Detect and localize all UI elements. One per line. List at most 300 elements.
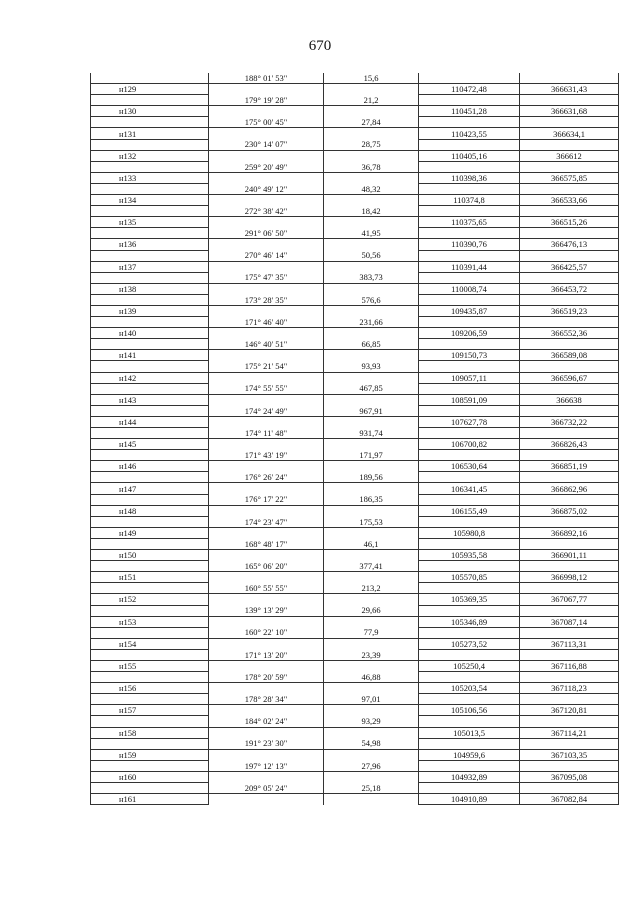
y-coordinate-cell: [520, 538, 619, 549]
x-coordinate-cell: 105980,8: [419, 527, 520, 538]
direction-angle-cell: [209, 84, 324, 95]
point-row: [91, 683, 619, 694]
direction-angle-cell: 173° 28' 35": [209, 294, 324, 305]
point-row: [91, 439, 619, 450]
direction-angle-cell: 171° 13' 20": [209, 649, 324, 660]
point-name-cell: [91, 494, 209, 505]
point-row: [91, 106, 619, 117]
x-coordinate-cell: 110391,44: [419, 261, 520, 272]
direction-angle-cell: [209, 394, 324, 405]
point-name-cell: [91, 783, 209, 794]
x-coordinate-cell: [419, 95, 520, 106]
y-coordinate-cell: [520, 605, 619, 616]
direction-angle-cell: 174° 24' 49": [209, 405, 324, 416]
direction-angle-cell: [209, 106, 324, 117]
distance-cell: 377,41: [324, 561, 419, 572]
distance-cell: 231,66: [324, 317, 419, 328]
y-coordinate-cell: [520, 95, 619, 106]
direction-angle-cell: [209, 683, 324, 694]
direction-angle-cell: [209, 505, 324, 516]
direction-angle-cell: [209, 483, 324, 494]
y-coordinate-cell: 366425,57: [520, 261, 619, 272]
direction-angle-cell: 209° 05' 24": [209, 783, 324, 794]
distance-cell: [324, 106, 419, 117]
direction-angle-cell: 160° 55' 55": [209, 583, 324, 594]
x-coordinate-cell: 105273,52: [419, 638, 520, 649]
x-coordinate-cell: 104910,89: [419, 794, 520, 805]
y-coordinate-cell: 367113,31: [520, 638, 619, 649]
distance-cell: 21,2: [324, 95, 419, 106]
y-coordinate-cell: [520, 561, 619, 572]
x-coordinate-cell: 110405,16: [419, 150, 520, 161]
segment-row: [91, 649, 619, 660]
point-row: [91, 794, 619, 805]
point-row: [91, 84, 619, 95]
distance-cell: 213,2: [324, 583, 419, 594]
direction-angle-cell: 240° 49' 12": [209, 183, 324, 194]
x-coordinate-cell: [419, 472, 520, 483]
distance-cell: [324, 217, 419, 228]
x-coordinate-cell: 107627,78: [419, 416, 520, 427]
y-coordinate-cell: 366552,36: [520, 328, 619, 339]
point-name-cell: н132: [91, 150, 209, 161]
point-name-cell: н151: [91, 572, 209, 583]
distance-cell: 41,95: [324, 228, 419, 239]
direction-angle-cell: 259° 20' 49": [209, 161, 324, 172]
point-name-cell: [91, 760, 209, 771]
point-name-cell: н129: [91, 84, 209, 95]
point-row: [91, 660, 619, 671]
y-coordinate-cell: [520, 361, 619, 372]
y-coordinate-cell: 367095,08: [520, 771, 619, 782]
distance-cell: [324, 172, 419, 183]
y-coordinate-cell: [520, 694, 619, 705]
point-row: [91, 150, 619, 161]
distance-cell: 576,6: [324, 294, 419, 305]
x-coordinate-cell: 110390,76: [419, 239, 520, 250]
x-coordinate-cell: 110451,28: [419, 106, 520, 117]
point-row: [91, 283, 619, 294]
point-name-cell: н134: [91, 195, 209, 206]
x-coordinate-cell: [419, 250, 520, 261]
y-coordinate-cell: [520, 383, 619, 394]
segment-row: [91, 361, 619, 372]
direction-angle-cell: 176° 17' 22": [209, 494, 324, 505]
y-coordinate-cell: [520, 250, 619, 261]
y-coordinate-cell: [520, 317, 619, 328]
point-name-cell: н157: [91, 705, 209, 716]
direction-angle-cell: 178° 20' 59": [209, 672, 324, 683]
direction-angle-cell: 270° 46' 14": [209, 250, 324, 261]
direction-angle-cell: 168° 48' 17": [209, 538, 324, 549]
x-coordinate-cell: 104932,89: [419, 771, 520, 782]
distance-cell: 27,84: [324, 117, 419, 128]
direction-angle-cell: 291° 06' 50": [209, 228, 324, 239]
segment-row: [91, 228, 619, 239]
distance-cell: 25,18: [324, 783, 419, 794]
y-coordinate-cell: [520, 228, 619, 239]
x-coordinate-cell: 109435,87: [419, 305, 520, 316]
y-coordinate-cell: [520, 627, 619, 638]
distance-cell: 383,73: [324, 272, 419, 283]
x-coordinate-cell: [419, 361, 520, 372]
point-name-cell: н140: [91, 328, 209, 339]
y-coordinate-cell: [520, 339, 619, 350]
distance-cell: 46,88: [324, 672, 419, 683]
point-name-cell: н141: [91, 350, 209, 361]
direction-angle-cell: 139° 13' 29": [209, 605, 324, 616]
x-coordinate-cell: 105250,4: [419, 660, 520, 671]
y-coordinate-cell: [520, 161, 619, 172]
point-name-cell: н152: [91, 594, 209, 605]
y-coordinate-cell: [520, 117, 619, 128]
direction-angle-cell: [209, 794, 324, 805]
x-coordinate-cell: 109057,11: [419, 372, 520, 383]
point-name-cell: [91, 294, 209, 305]
point-row: [91, 527, 619, 538]
y-coordinate-cell: [520, 472, 619, 483]
segment-row: [91, 516, 619, 527]
point-row: [91, 372, 619, 383]
distance-cell: [324, 128, 419, 139]
point-row: [91, 572, 619, 583]
x-coordinate-cell: [419, 516, 520, 527]
y-coordinate-cell: 366515,26: [520, 217, 619, 228]
distance-cell: [324, 683, 419, 694]
distance-cell: 186,35: [324, 494, 419, 505]
x-coordinate-cell: [419, 627, 520, 638]
point-row: [91, 705, 619, 716]
y-coordinate-cell: [520, 450, 619, 461]
point-name-cell: н161: [91, 794, 209, 805]
distance-cell: [324, 305, 419, 316]
distance-cell: [324, 794, 419, 805]
point-name-cell: н153: [91, 616, 209, 627]
point-name-cell: н159: [91, 749, 209, 760]
point-row: [91, 172, 619, 183]
point-row: [91, 261, 619, 272]
x-coordinate-cell: [419, 339, 520, 350]
x-coordinate-cell: 106530,64: [419, 461, 520, 472]
x-coordinate-cell: [419, 694, 520, 705]
point-name-cell: [91, 405, 209, 416]
distance-cell: [324, 150, 419, 161]
y-coordinate-cell: 366862,96: [520, 483, 619, 494]
point-name-cell: н145: [91, 439, 209, 450]
x-coordinate-cell: 105570,85: [419, 572, 520, 583]
point-name-cell: [91, 672, 209, 683]
point-name-cell: [91, 583, 209, 594]
point-name-cell: [91, 228, 209, 239]
segment-row: [91, 760, 619, 771]
direction-angle-cell: 171° 43' 19": [209, 450, 324, 461]
point-name-cell: н150: [91, 550, 209, 561]
x-coordinate-cell: 106700,82: [419, 439, 520, 450]
x-coordinate-cell: 105369,35: [419, 594, 520, 605]
x-coordinate-cell: [419, 672, 520, 683]
distance-cell: 467,85: [324, 383, 419, 394]
point-name-cell: [91, 605, 209, 616]
y-coordinate-cell: 367067,77: [520, 594, 619, 605]
y-coordinate-cell: [520, 206, 619, 217]
y-coordinate-cell: [520, 183, 619, 194]
distance-cell: [324, 261, 419, 272]
direction-angle-cell: [209, 727, 324, 738]
x-coordinate-cell: [419, 383, 520, 394]
point-name-cell: [91, 95, 209, 106]
direction-angle-cell: [209, 195, 324, 206]
distance-cell: 171,97: [324, 450, 419, 461]
segment-row: [91, 272, 619, 283]
segment-row: [91, 783, 619, 794]
direction-angle-cell: [209, 660, 324, 671]
y-coordinate-cell: [520, 516, 619, 527]
y-coordinate-cell: 367082,84: [520, 794, 619, 805]
segment-row: [91, 250, 619, 261]
x-coordinate-cell: 109150,73: [419, 350, 520, 361]
y-coordinate-cell: [520, 294, 619, 305]
segment-row: [91, 694, 619, 705]
x-coordinate-cell: 110423,55: [419, 128, 520, 139]
point-name-cell: н135: [91, 217, 209, 228]
point-name-cell: [91, 516, 209, 527]
x-coordinate-cell: [419, 783, 520, 794]
x-coordinate-cell: [419, 649, 520, 660]
y-coordinate-cell: 366575,85: [520, 172, 619, 183]
y-coordinate-cell: [520, 73, 619, 84]
direction-angle-cell: 171° 46' 40": [209, 317, 324, 328]
point-name-cell: [91, 450, 209, 461]
distance-cell: 18,42: [324, 206, 419, 217]
x-coordinate-cell: [419, 538, 520, 549]
direction-angle-cell: [209, 439, 324, 450]
distance-cell: [324, 283, 419, 294]
distance-cell: 66,85: [324, 339, 419, 350]
point-name-cell: н136: [91, 239, 209, 250]
direction-angle-cell: 174° 55' 55": [209, 383, 324, 394]
x-coordinate-cell: [419, 206, 520, 217]
direction-angle-cell: [209, 172, 324, 183]
direction-angle-cell: 272° 38' 42": [209, 206, 324, 217]
segment-row: [91, 161, 619, 172]
y-coordinate-cell: [520, 583, 619, 594]
direction-angle-cell: [209, 527, 324, 538]
point-name-cell: н138: [91, 283, 209, 294]
y-coordinate-cell: [520, 672, 619, 683]
point-row: [91, 128, 619, 139]
point-row: [91, 394, 619, 405]
point-name-cell: [91, 317, 209, 328]
point-name-cell: н154: [91, 638, 209, 649]
point-name-cell: [91, 649, 209, 660]
y-coordinate-cell: 367114,21: [520, 727, 619, 738]
y-coordinate-cell: 366533,66: [520, 195, 619, 206]
distance-cell: 97,01: [324, 694, 419, 705]
x-coordinate-cell: [419, 139, 520, 150]
x-coordinate-cell: [419, 183, 520, 194]
direction-angle-cell: 160° 22' 10": [209, 627, 324, 638]
distance-cell: [324, 195, 419, 206]
distance-cell: [324, 550, 419, 561]
segment-row: [91, 738, 619, 749]
segment-row: [91, 538, 619, 549]
point-name-cell: [91, 361, 209, 372]
direction-angle-cell: 175° 21' 54": [209, 361, 324, 372]
segment-row: [91, 339, 619, 350]
point-row: [91, 594, 619, 605]
segment-row: [91, 561, 619, 572]
point-row: [91, 328, 619, 339]
point-row: [91, 483, 619, 494]
point-row: [91, 217, 619, 228]
segment-row: [91, 317, 619, 328]
direction-angle-cell: 178° 28' 34": [209, 694, 324, 705]
distance-cell: [324, 594, 419, 605]
point-row: [91, 749, 619, 760]
y-coordinate-cell: [520, 139, 619, 150]
point-name-cell: н130: [91, 106, 209, 117]
y-coordinate-cell: [520, 494, 619, 505]
segment-row: [91, 405, 619, 416]
y-coordinate-cell: 367118,23: [520, 683, 619, 694]
point-name-cell: н160: [91, 771, 209, 782]
x-coordinate-cell: 106155,49: [419, 505, 520, 516]
point-row: [91, 638, 619, 649]
distance-cell: 175,53: [324, 516, 419, 527]
direction-angle-cell: [209, 283, 324, 294]
point-name-cell: н149: [91, 527, 209, 538]
y-coordinate-cell: 367103,35: [520, 749, 619, 760]
y-coordinate-cell: [520, 783, 619, 794]
distance-cell: 29,66: [324, 605, 419, 616]
segment-row: [91, 605, 619, 616]
distance-cell: 23,39: [324, 649, 419, 660]
point-name-cell: [91, 472, 209, 483]
segment-row: [91, 472, 619, 483]
point-row: [91, 239, 619, 250]
point-name-cell: [91, 139, 209, 150]
distance-cell: [324, 350, 419, 361]
point-name-cell: н142: [91, 372, 209, 383]
x-coordinate-cell: 108591,09: [419, 394, 520, 405]
point-row: [91, 727, 619, 738]
segment-row: [91, 583, 619, 594]
page-number: 670: [308, 38, 332, 54]
x-coordinate-cell: [419, 228, 520, 239]
direction-angle-cell: [209, 461, 324, 472]
y-coordinate-cell: [520, 405, 619, 416]
x-coordinate-cell: [419, 117, 520, 128]
distance-cell: [324, 84, 419, 95]
y-coordinate-cell: 366631,68: [520, 106, 619, 117]
point-name-cell: [91, 339, 209, 350]
y-coordinate-cell: 366638: [520, 394, 619, 405]
point-name-cell: н131: [91, 128, 209, 139]
point-name-cell: н133: [91, 172, 209, 183]
distance-cell: 27,96: [324, 760, 419, 771]
direction-angle-cell: 174° 23' 47": [209, 516, 324, 527]
y-coordinate-cell: 366998,12: [520, 572, 619, 583]
point-row: [91, 461, 619, 472]
distance-cell: [324, 372, 419, 383]
x-coordinate-cell: 105106,56: [419, 705, 520, 716]
direction-angle-cell: 197° 12' 13": [209, 760, 324, 771]
x-coordinate-cell: 110008,74: [419, 283, 520, 294]
direction-angle-cell: [209, 416, 324, 427]
x-coordinate-cell: 105203,54: [419, 683, 520, 694]
point-row: [91, 416, 619, 427]
y-coordinate-cell: [520, 649, 619, 660]
segment-row: [91, 206, 619, 217]
table-body: [91, 73, 619, 805]
direction-angle-cell: [209, 638, 324, 649]
y-coordinate-cell: 366589,08: [520, 350, 619, 361]
x-coordinate-cell: 110398,36: [419, 172, 520, 183]
point-name-cell: [91, 206, 209, 217]
segment-row: [91, 716, 619, 727]
distance-cell: 189,56: [324, 472, 419, 483]
direction-angle-cell: [209, 350, 324, 361]
y-coordinate-cell: 366596,67: [520, 372, 619, 383]
distance-cell: 54,98: [324, 738, 419, 749]
point-name-cell: [91, 73, 209, 84]
segment-row: [91, 383, 619, 394]
point-row: [91, 350, 619, 361]
distance-cell: [324, 616, 419, 627]
segment-row: [91, 428, 619, 439]
distance-cell: [324, 638, 419, 649]
y-coordinate-cell: 367120,81: [520, 705, 619, 716]
x-coordinate-cell: [419, 494, 520, 505]
segment-row: [91, 672, 619, 683]
x-coordinate-cell: 110472,48: [419, 84, 520, 95]
y-coordinate-cell: 366851,19: [520, 461, 619, 472]
point-name-cell: [91, 561, 209, 572]
direction-angle-cell: [209, 572, 324, 583]
x-coordinate-cell: [419, 738, 520, 749]
segment-row: [91, 139, 619, 150]
point-name-cell: [91, 627, 209, 638]
distance-cell: 46,1: [324, 538, 419, 549]
x-coordinate-cell: 109206,59: [419, 328, 520, 339]
direction-angle-cell: [209, 550, 324, 561]
point-row: [91, 550, 619, 561]
segment-row: [91, 95, 619, 106]
direction-angle-cell: 146° 40' 51": [209, 339, 324, 350]
direction-angle-cell: 174° 11' 48": [209, 428, 324, 439]
point-name-cell: н146: [91, 461, 209, 472]
x-coordinate-cell: [419, 161, 520, 172]
direction-angle-cell: [209, 372, 324, 383]
direction-angle-cell: [209, 705, 324, 716]
distance-cell: [324, 572, 419, 583]
point-name-cell: [91, 428, 209, 439]
y-coordinate-cell: 366476,13: [520, 239, 619, 250]
point-name-cell: [91, 183, 209, 194]
point-name-cell: [91, 738, 209, 749]
segment-row: [91, 117, 619, 128]
distance-cell: [324, 527, 419, 538]
y-coordinate-cell: 367116,88: [520, 660, 619, 671]
direction-angle-cell: [209, 749, 324, 760]
point-row: [91, 505, 619, 516]
distance-cell: [324, 439, 419, 450]
segment-row: [91, 294, 619, 305]
segment-row: [91, 494, 619, 505]
distance-cell: 28,75: [324, 139, 419, 150]
direction-angle-cell: [209, 771, 324, 782]
distance-cell: [324, 394, 419, 405]
